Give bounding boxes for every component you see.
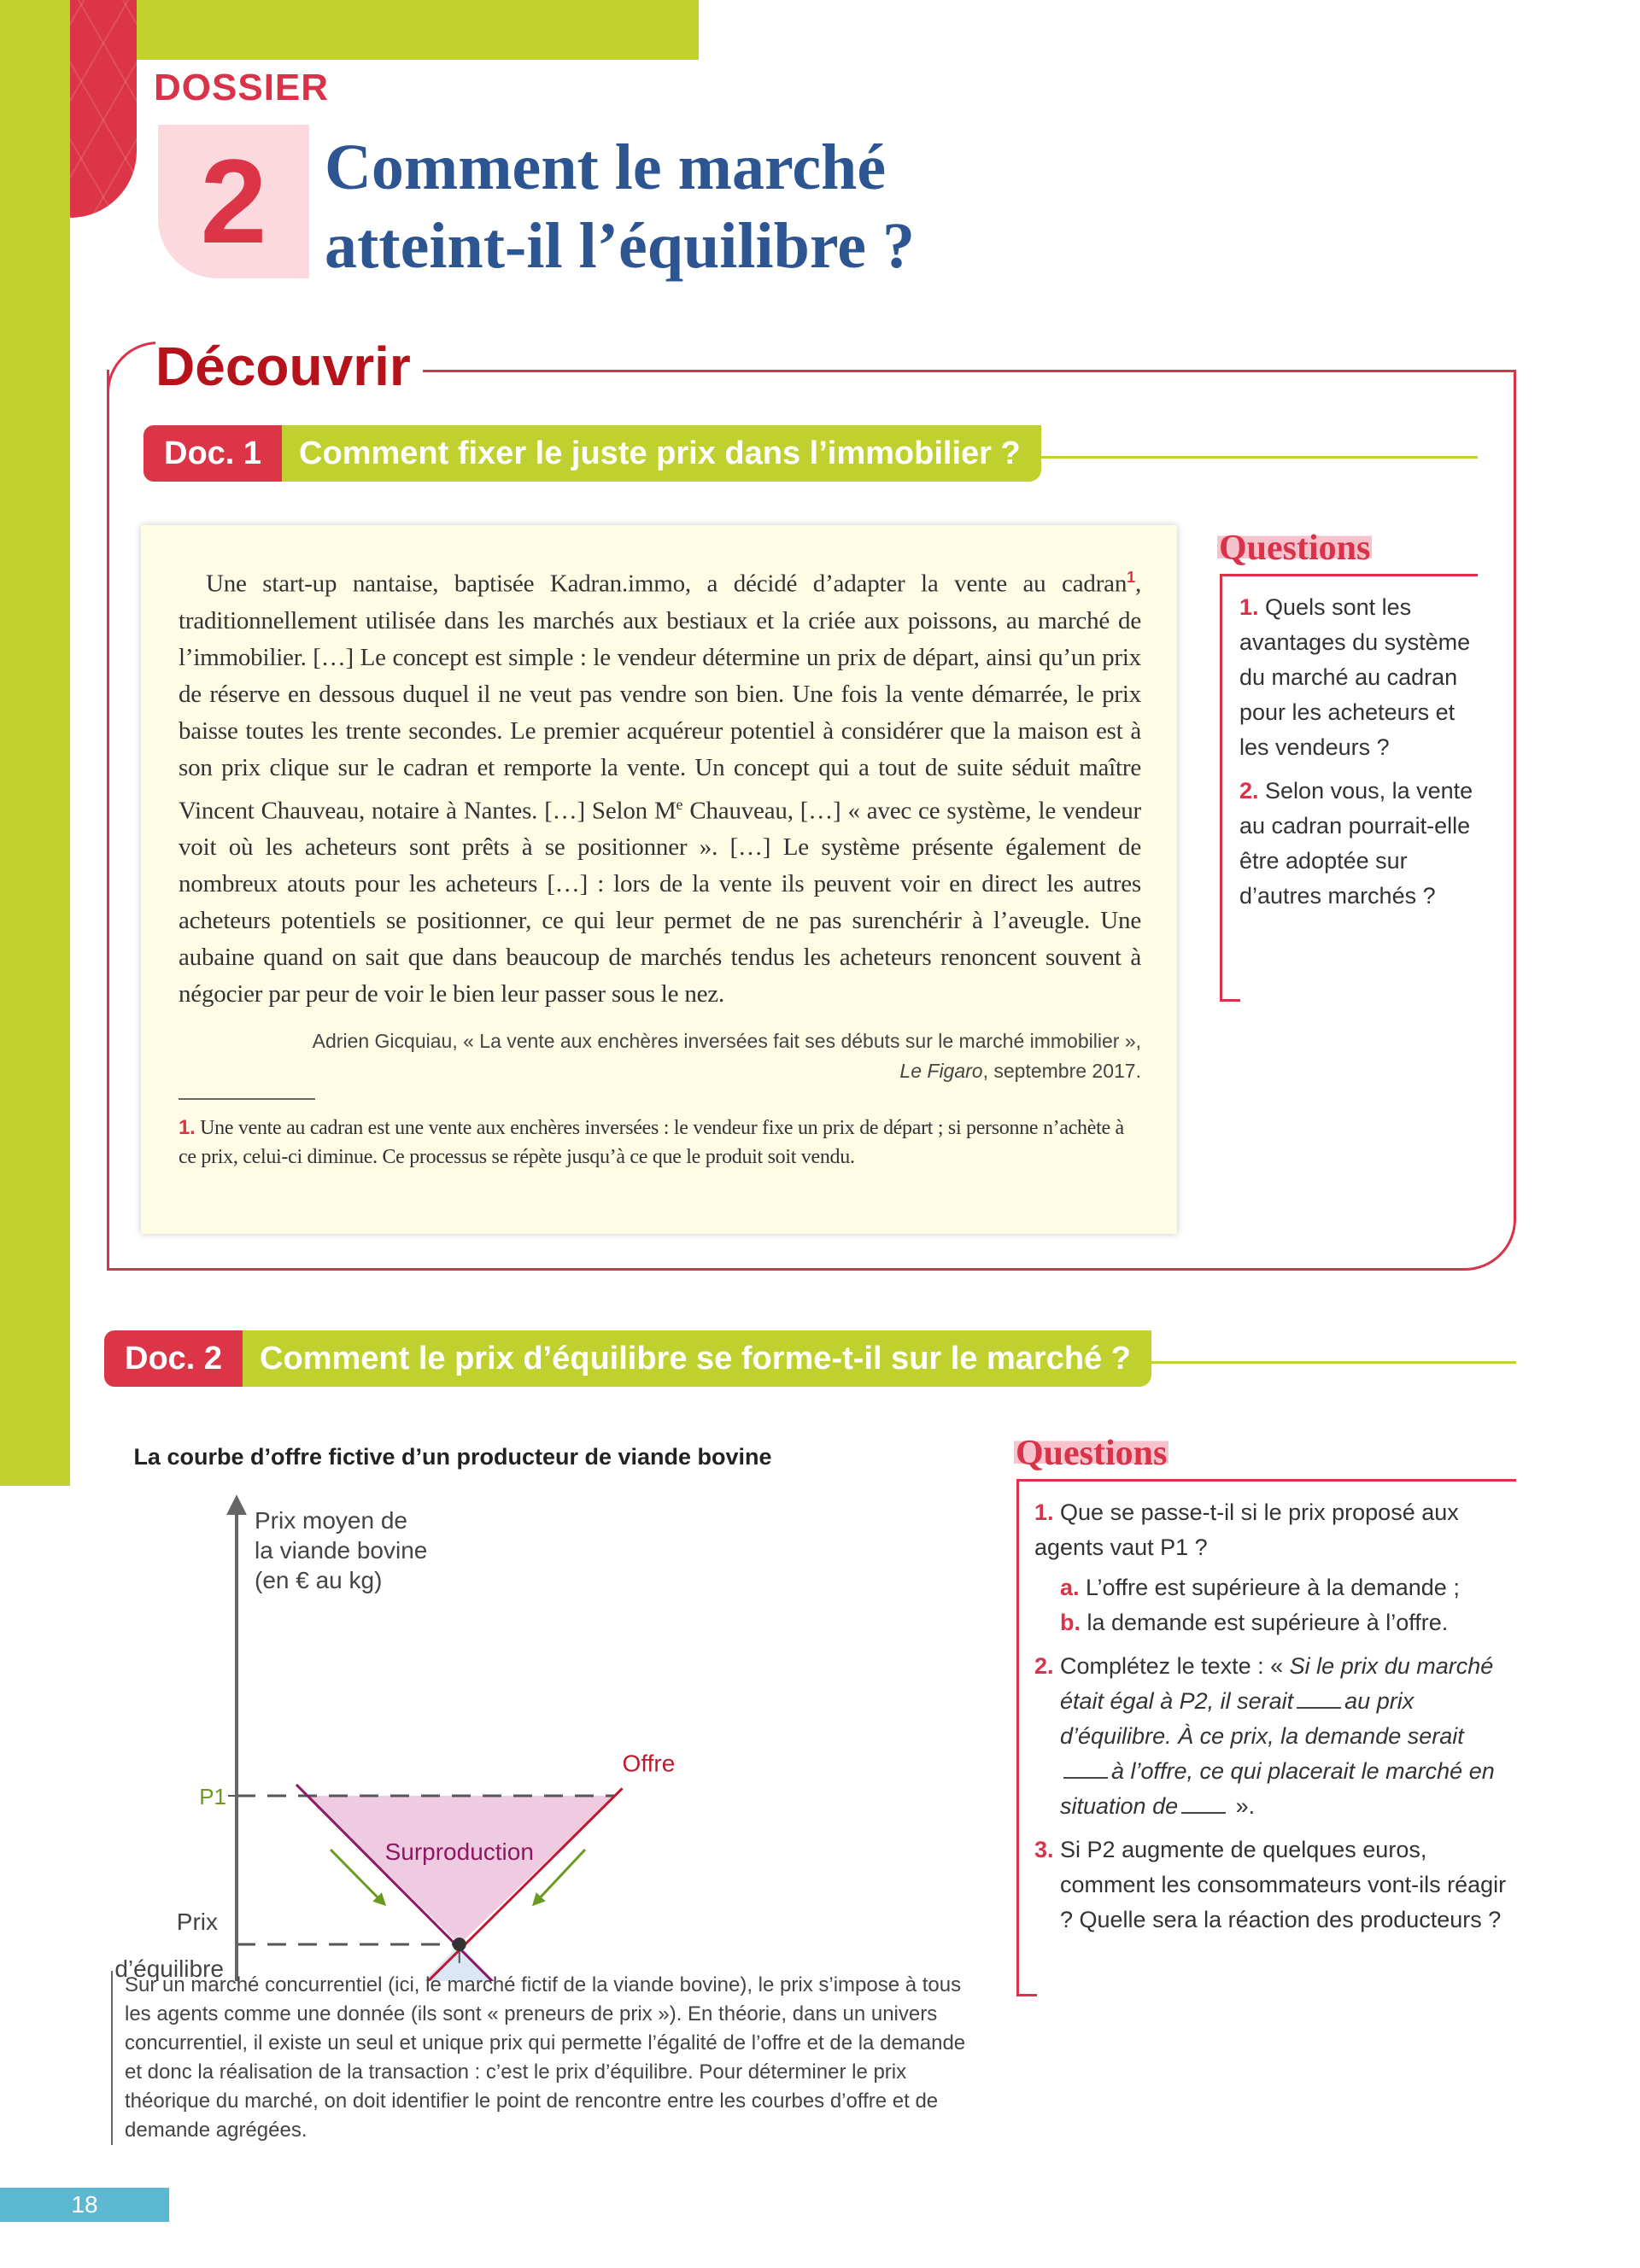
doc1-banner — [144, 425, 1041, 482]
question-text: Quels sont les avantages du système du marché au cadran pour les acheteurs et les vendeurs ? — [1239, 594, 1471, 760]
blank — [1181, 1812, 1226, 1814]
question-text: Que se passe-t-il si le prix proposé aux agents vaut P1 ? — [1034, 1499, 1459, 1560]
frame-top-rule — [393, 370, 1516, 372]
question-number: 1. — [1239, 594, 1259, 620]
y-axis-label: Prix moyen de — [255, 1507, 407, 1534]
question-text: Selon vous, la vente au cadran pourrait-elle être adoptée sur d’autres marchés ? — [1239, 778, 1473, 909]
footnote — [179, 1114, 1141, 1172]
doc2-questions — [1016, 1479, 1516, 1994]
text: Une start-up nantaise, baptisée Kadran.immo, a décidé d’adapter la vente au cadran — [206, 570, 1128, 598]
footnote-rule — [179, 1098, 315, 1100]
question — [1239, 590, 1478, 765]
footnote-ref: 1 — [1127, 569, 1135, 586]
chart-title: La courbe d’offre fictive d’un producteur de viande bovine — [133, 1444, 772, 1470]
source-line: Adrien Gicquiau, « La vente aux enchères inversées fait ses débuts sur le marché immobilier », — [312, 1030, 1141, 1053]
doc2-banner — [104, 1330, 1151, 1387]
banner-rule — [1145, 1361, 1516, 1364]
equilibrium-price-label: d’équilibre — [114, 1955, 224, 1981]
doc-number: Doc. 2 — [104, 1330, 243, 1387]
box-end — [1220, 999, 1240, 1002]
blank — [1063, 1777, 1108, 1779]
offre-label: Offre — [622, 1750, 676, 1777]
article-text — [179, 559, 1141, 1013]
dossier-number: 2 — [158, 125, 309, 278]
title-line: Comment le marché — [325, 132, 887, 203]
equilibrium-point — [453, 1938, 466, 1951]
text: Chauveau, […] « avec ce système, le vendeur voit où les acheteurs sont prêts à se positionner ». […] Le système présente également de nombreux atouts pour les acheteurs […] : lors de la vente ils peuvent voir en direct les autres acheteurs potentiels se positionner, ce qui leur permet de ne pas surenchérir à l’aveugle. Une aubaine quand on sait que dans beaucoup de marchés tendus les acheteurs renoncent souvent à négocier par peur de voir le bien leur passer sous le nez. — [179, 797, 1141, 1008]
option-letter: a. — [1060, 1575, 1080, 1600]
price-level-label: P1 — [199, 1784, 226, 1809]
area-label: Surproduction — [384, 1838, 534, 1865]
section-title: Découvrir — [155, 335, 423, 398]
questions-heading: Questions — [1016, 1434, 1168, 1473]
option-text: la demande est supérieure à l’offre. — [1081, 1610, 1449, 1635]
decorative-hex-tab — [70, 0, 137, 218]
fill-text: Si le prix du marché était égal à P2, il serait — [1060, 1653, 1494, 1714]
left-color-band — [0, 0, 70, 1486]
question — [1034, 1649, 1508, 1824]
area-surproduction — [308, 1796, 615, 1944]
banner-rule — [1025, 456, 1478, 459]
question — [1239, 774, 1478, 914]
fill-text: au prix d’équilibre. À ce prix, la demande serait — [1060, 1688, 1464, 1749]
doc-title: Comment fixer le juste prix dans l’immobilier ? — [282, 425, 1041, 482]
source — [179, 1026, 1141, 1086]
page-title — [325, 128, 915, 285]
doc-number: Doc. 1 — [144, 425, 282, 482]
text: , traditionnellement utilisée dans les marchés aux bestiaux et la criée aux poissons, au marché de l’immobilier. […] Le concept est simple : le vendeur détermine un prix de départ, ainsi qu’un prix de réserve en dessous duquel il ne veut pas vendre son bien. Une fois la vente démarrée, le prix baisse toutes les trente secondes. Le premier acquéreur potentiel à considérer que la maison est à son prix clique sur le cadran et remporte la vente. Un concept qui a tout de suite séduit maître Vincent Chauveau, notaire à Nantes. […] Selon M — [179, 570, 1141, 825]
dossier-label: DOSSIER — [154, 67, 330, 108]
doc1-questions — [1220, 574, 1478, 999]
supply-demand-chart — [85, 1418, 991, 1981]
frame-corner — [107, 342, 158, 393]
question-text: ». — [1229, 1793, 1256, 1819]
question-number: 3. — [1034, 1837, 1054, 1862]
question-number: 1. — [1034, 1499, 1054, 1525]
y-axis-label: la viande bovine — [255, 1537, 428, 1564]
question — [1034, 1495, 1508, 1640]
chart-caption: Sur un marché concurrentiel (ici, le marché fictif de la viande bovine), le prix s’impose à tous les agents comme une donnée (ils sont « preneurs de prix »). En théorie, dans un univers concurrentiel, il existe un seul et unique prix qui permette l’égalité de l’offre et de la demande et donc la réalisation de la transaction : c’est le prix d’équilibre. Pour déterminer le prix théorique du marché, on doit identifier le point de rencontre entre les courbes d’offre et de demande agrégées. — [111, 1971, 982, 2145]
doc-title: Comment le prix d’équilibre se forme-t-il sur le marché ? — [243, 1330, 1151, 1387]
question-text: Complétez le texte : « — [1053, 1653, 1290, 1679]
box-end — [1016, 1994, 1037, 1996]
footnote-text: Une vente au cadran est une vente aux enchères inversées : le vendeur fixe un prix de départ ; si personne n’achète à ce prix, celui-ci diminue. Ce processus se répète jusqu’à ce que le produit soit vendu. — [179, 1117, 1124, 1169]
footnote-num: 1. — [179, 1116, 196, 1140]
question — [1034, 1833, 1508, 1938]
question-text: Si P2 augmente de quelques euros, comment les consommateurs vont-ils réagir ? Quelle sera la réaction des producteurs ? — [1053, 1837, 1507, 1932]
fill-text: à l’offre, ce qui placerait le marché en situation de — [1060, 1758, 1495, 1819]
equilibrium-price-label: Prix — [176, 1909, 218, 1935]
question-number: 2. — [1034, 1653, 1054, 1679]
y-axis-label: (en € au kg) — [255, 1567, 383, 1593]
superscript: e — [676, 795, 683, 813]
source-journal: Le Figaro — [899, 1060, 983, 1083]
title-line: atteint-il l’équilibre ? — [325, 210, 915, 282]
blank — [1297, 1707, 1341, 1709]
option-text: L’offre est supérieure à la demande ; — [1079, 1575, 1460, 1600]
question-number: 2. — [1239, 778, 1259, 804]
page-number: 18 — [0, 2188, 169, 2222]
top-color-bar — [137, 0, 699, 60]
doc1-text-box — [141, 525, 1177, 1234]
option-letter: b. — [1060, 1610, 1081, 1635]
source-date: , septembre 2017. — [982, 1060, 1141, 1083]
questions-heading: Questions — [1219, 529, 1371, 568]
